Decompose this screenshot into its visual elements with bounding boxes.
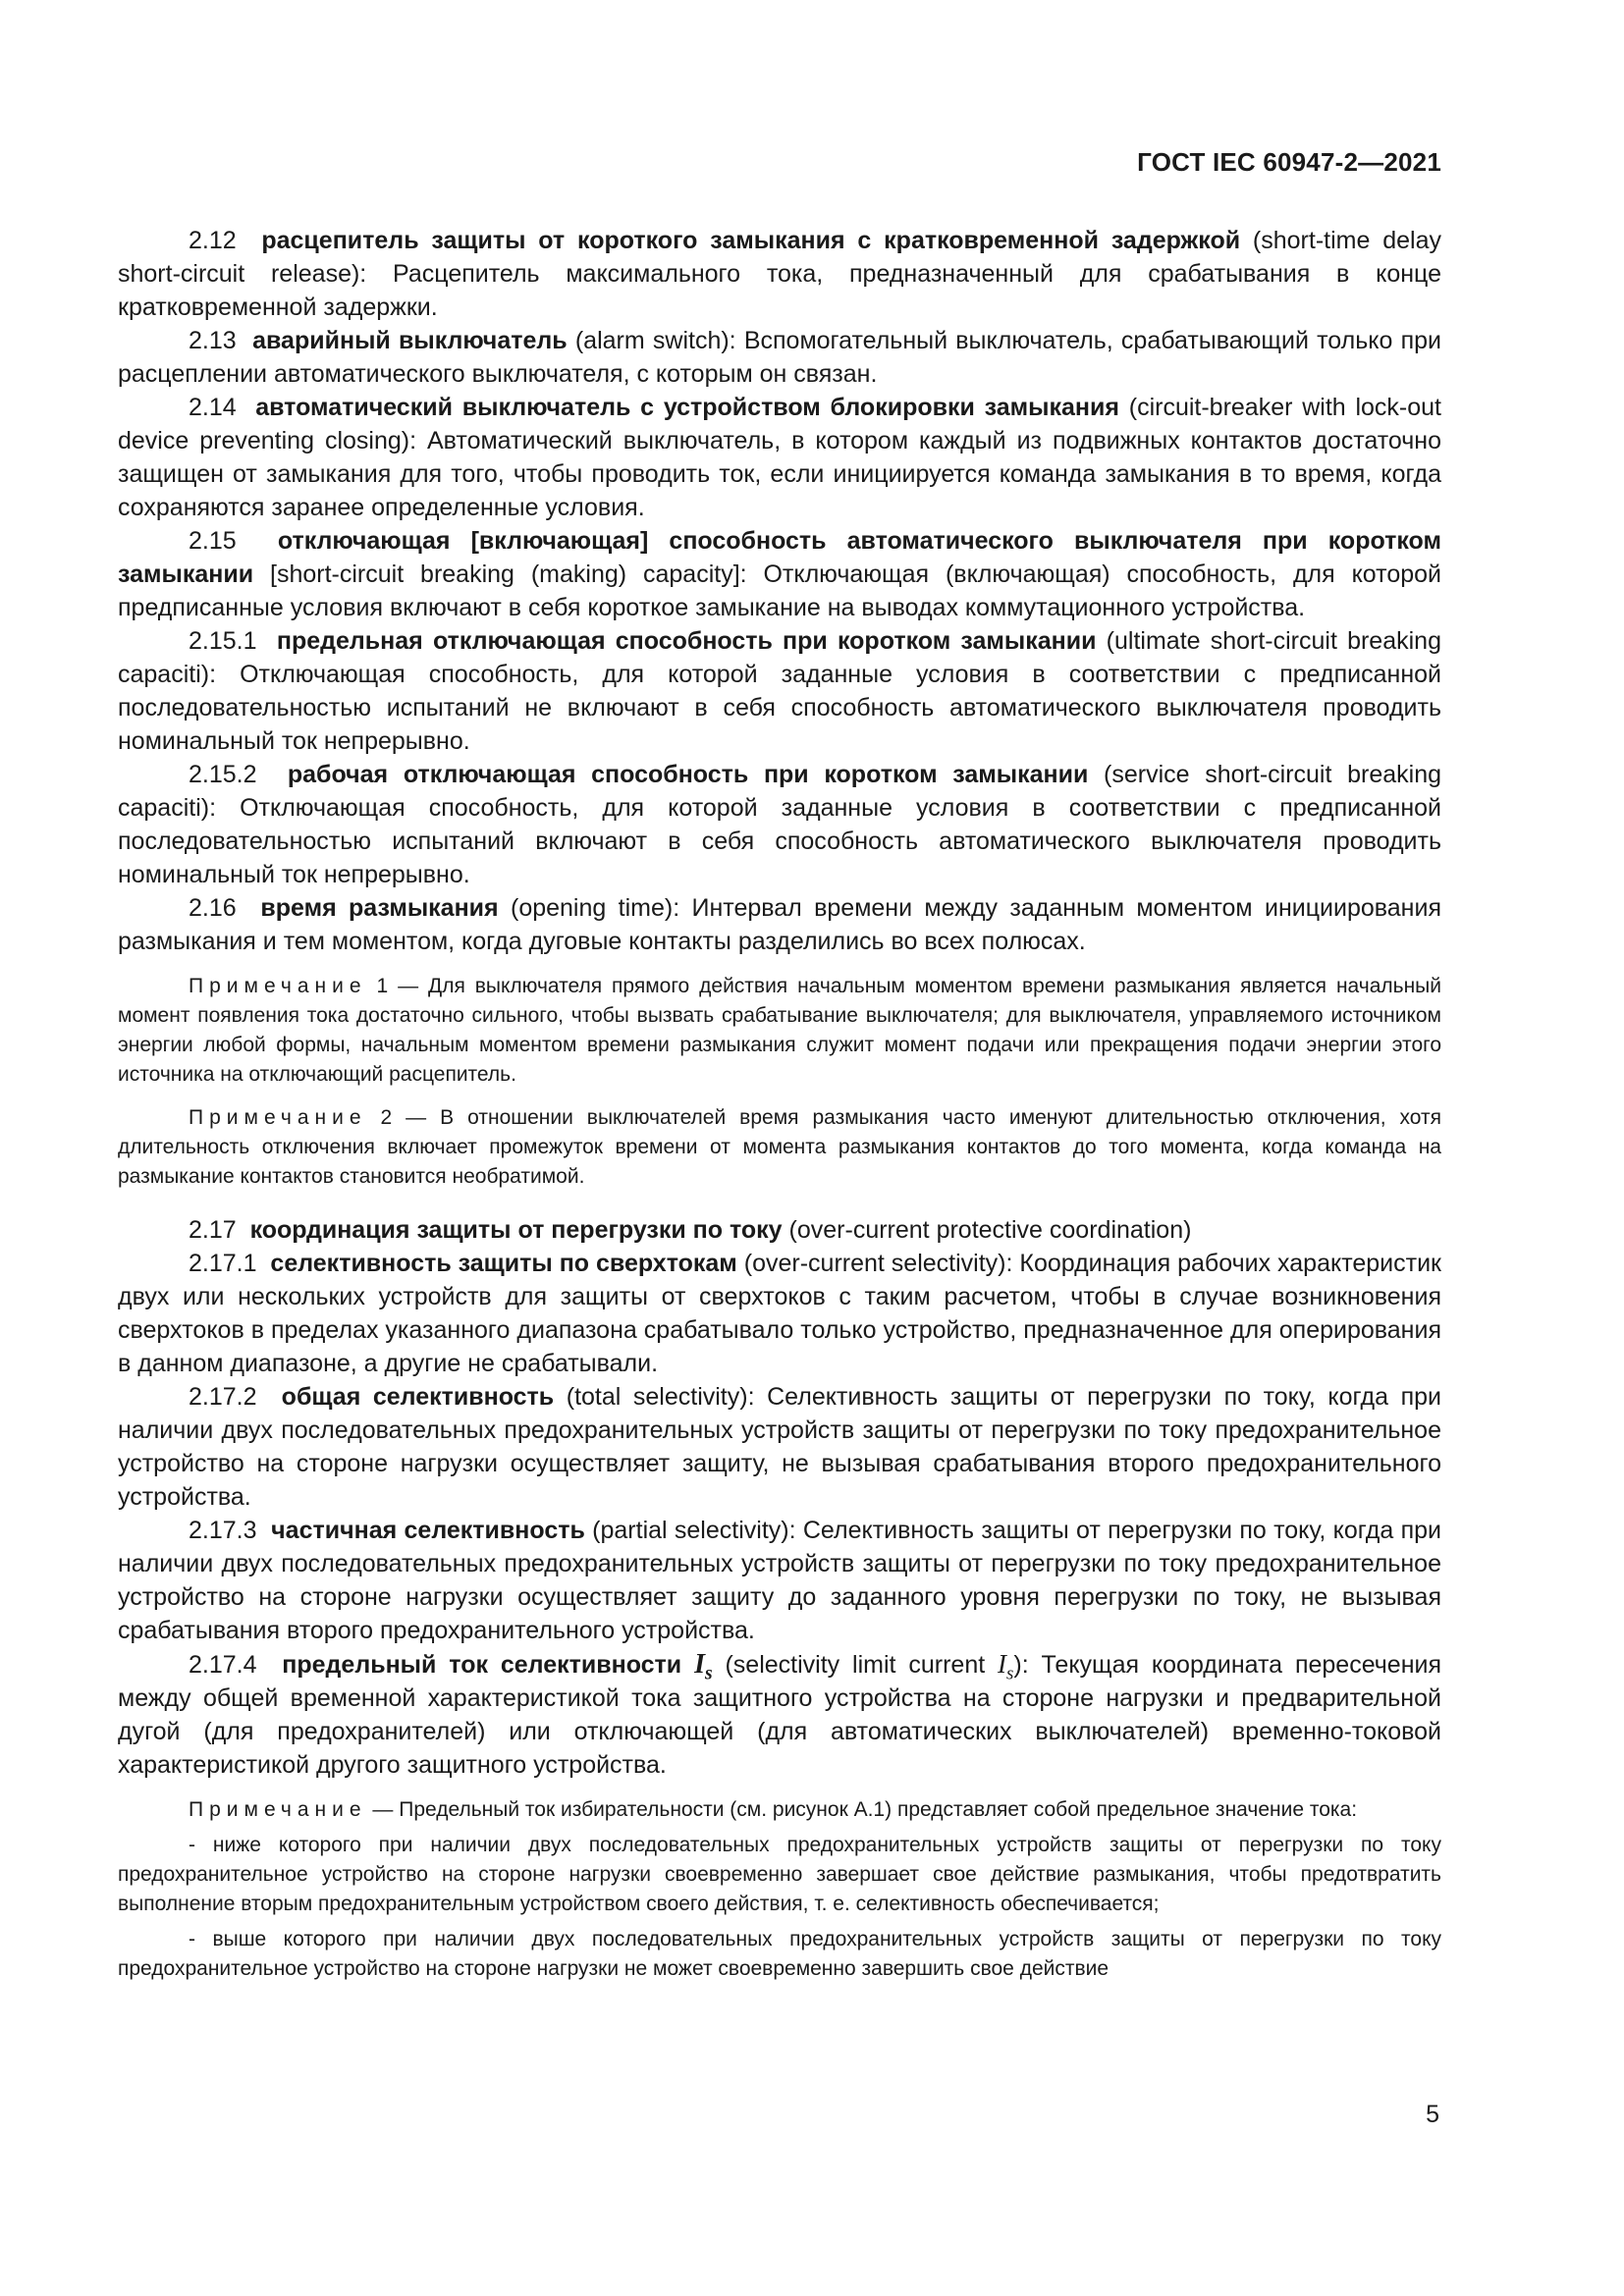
- term: частичная селективность: [271, 1517, 585, 1544]
- term: координация защиты от перегрузки по току: [249, 1216, 783, 1244]
- term: предельная отключающая способность при коротком замыкании: [276, 627, 1097, 655]
- definition-2-17-2: 2.17.2 общая селективность (total selectivity): Селективность защиты от перегрузки по току, когда при наличии двух последовательных предохранительных устройств защиты от перегрузки по току предохранительное устройство на стороне нагрузки осуществляет защиту, не вызывая срабатывания второго предохранительного устройства.: [118, 1383, 1441, 1511]
- term: предельный ток селективности: [282, 1651, 682, 1679]
- note-2-17-4: Примечание — Предельный ток избирательности (см. рисунок А.1) представляет собой предельное значение тока:: [189, 1798, 1358, 1821]
- document-code-header: ГОСТ IEC 60947-2—2021: [1137, 147, 1441, 177]
- definition-2-13: 2.13 аварийный выключатель (alarm switch): Вспомогательный выключатель, срабатывающий только при расцеплении автоматического выключателя, с которым он связан.: [118, 327, 1441, 388]
- note-list-item: - выше которого при наличии двух последовательных предохранительных устройств защиты от перегрузки по току предохранительное устройство на стороне нагрузки не может своевременно завершить свое действие: [118, 1928, 1441, 1980]
- definition-2-15-2: 2.15.2 рабочая отключающая способность при коротком замыкании (service short-circuit breaking capaciti): Отключающая способность, для которой заданные условия в соответствии с предписанной последовательностью испытаний включают в себя способность автоматического выключателя проводить номинальный ток непрерывно.: [118, 761, 1441, 888]
- note-2-16-1: Примечание 1 — Для выключателя прямого действия начальным моментом времени размыкания является начальный момент появления тока достаточно сильного, чтобы вызвать срабатывание выключателя; для выключателя, управляемого источником энергии любой формы, начальным моментом времени размыкания служит момент подачи или прекращения подачи энергии этого источника на отключающий расцепитель.: [118, 975, 1441, 1086]
- definition-2-17-4: 2.17.4 предельный ток селективности $I_s$ (selectivity limit current $I_s$): Текущая координата пересечения между общей временной характеристикой тока защитного устройства на стороне нагрузки и предварительной дугой (для предохранителей) или отключающей (для автоматических выключателей) временно-токовой характеристикой другого защитного устройства.: [118, 1649, 1442, 1779]
- definition-2-16: 2.16 время размыкания (opening time): Интервал времени между заданным моментом инициирования размыкания и тем моментом, когда дуговые контакты разделились во всех полюсах.: [118, 894, 1441, 955]
- note-list-item: - ниже которого при наличии двух последовательных предохранительных устройств защиты от перегрузки по току предохранительное устройство на стороне нагрузки своевременно завершает свое действие размыкания, чтобы предотвратить выполнение вторым предохранительным устройством своего действия, т. е. селективность обеспечивается;: [118, 1834, 1441, 1915]
- definition-2-15-1: 2.15.1 предельная отключающая способность при коротком замыкании (ultimate short-circuit breaking capaciti): Отключающая способность, для которой заданные условия в соответствии с предписанной последовательностью испытаний не включают в себя способность автоматического выключателя проводить номинальный ток непрерывно.: [118, 627, 1441, 755]
- definition-2-15: 2.15 отключающая [включающая] способность автоматического выключателя при коротком замыкании [short-circuit breaking (making) capacity]: Отключающая (включающая) способность, для которой предписанные условия включают в себя короткое замыкание на выводах коммутационного устройства.: [118, 527, 1441, 621]
- term: автоматический выключатель с устройством блокировки замыкания: [255, 394, 1119, 421]
- term: общая селективность: [281, 1383, 555, 1411]
- definition-2-12: 2.12 расцепитель защиты от короткого замыкания с кратковременной задержкой (short-time delay short-circuit release): Расцепитель максимального тока, предназначенный для срабатывания в конце кратковременной задержки.: [118, 227, 1441, 321]
- symbol-is: $I_s$: [694, 1649, 713, 1684]
- term: время размыкания: [260, 894, 499, 922]
- term: аварийный выключатель: [252, 327, 568, 354]
- term: расцепитель защиты от короткого замыкания с кратковременной задержкой: [261, 227, 1241, 254]
- definition-2-17-1: 2.17.1 селективность защиты по сверхтокам (over-current selectivity): Координация рабочих характеристик двух или нескольких устройств для защиты от сверхтоков с таким расчетом, чтобы в случае возникновения сверхтоков в пределах указанного диапазона срабатывало только устройство, предназначенное для оперирования в данном диапазоне, а другие не срабатывали.: [118, 1250, 1441, 1377]
- page-number: 5: [1426, 2101, 1439, 2128]
- definition-2-17: 2.17 координация защиты от перегрузки по току (over-current protective coordination): [189, 1216, 1192, 1244]
- note-2-16-2: Примечание 2 — В отношении выключателей время размыкания часто именуют длительностью отключения, хотя длительность отключения включает промежуток времени от момента размыкания контактов до того момента, когда команда на размыкание контактов становится необратимой.: [118, 1106, 1441, 1188]
- term: селективность защиты по сверхтокам: [270, 1250, 737, 1277]
- definition-2-17-3: 2.17.3 частичная селективность (partial selectivity): Селективность защиты от перегрузки по току, когда при наличии двух последовательных предохранительных устройств защиты от перегрузки по току предохранительное устройство на стороне нагрузки осуществляет защиту до заданного уровня перегрузки по току, не вызывая срабатывания второго предохранительного устройства.: [118, 1517, 1441, 1644]
- term: отключающая [включающая] способность автоматического выключателя при коротком замыкании: [118, 527, 1441, 588]
- term: рабочая отключающая способность при коротком замыкании: [287, 761, 1089, 788]
- document-body: [118, 224, 1441, 1990]
- symbol-is-inline: $I_s$: [998, 1649, 1014, 1684]
- definition-2-14: 2.14 автоматический выключатель с устройством блокировки замыкания (circuit-breaker with lock-out device preventing closing): Автоматический выключатель, в котором каждый из подвижных контактов достаточно защищен от замыкания для того, чтобы проводить ток, если инициируется команда замыкания в то время, когда сохраняются заранее определенные условия.: [118, 394, 1441, 521]
